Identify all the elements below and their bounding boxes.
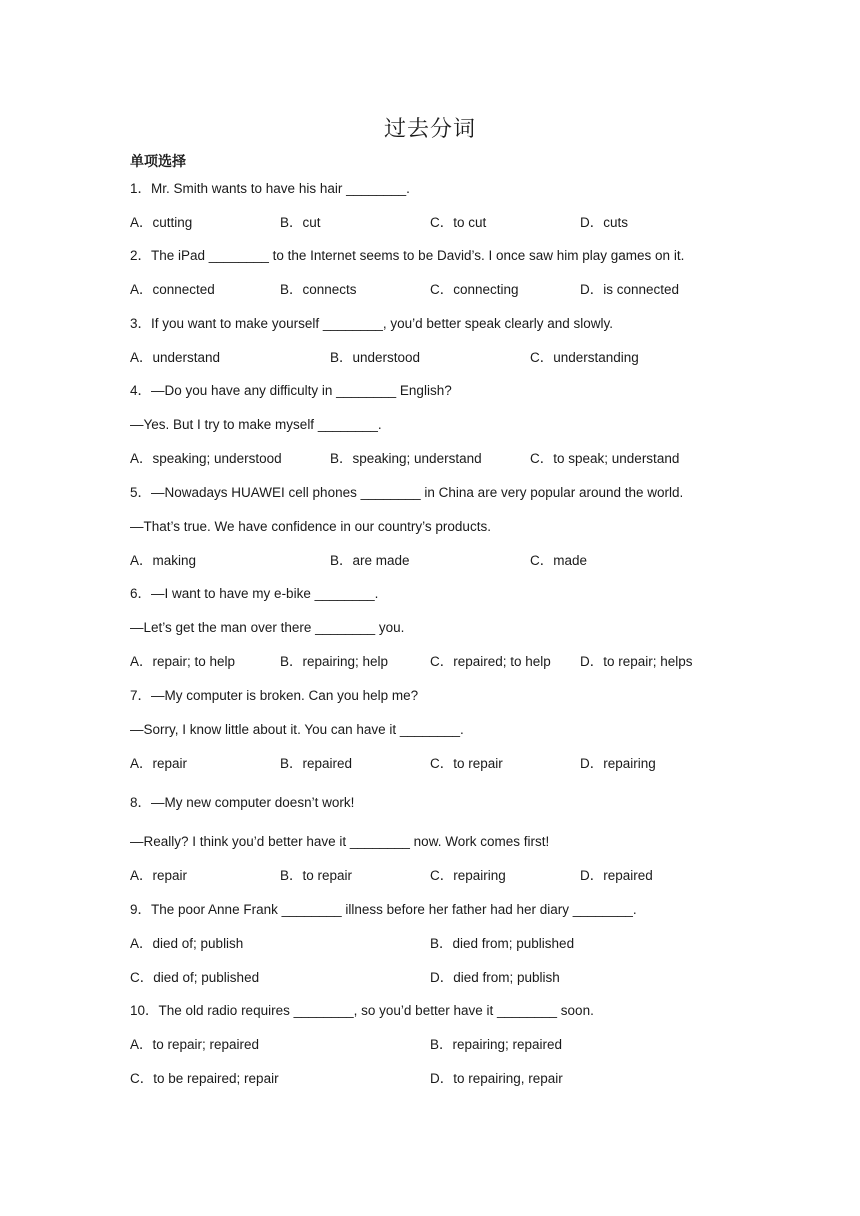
q3-option-c: C．understanding: [530, 350, 639, 365]
q7-option-d: D．repairing: [580, 756, 656, 771]
q9-option-b: B．died from; published: [430, 936, 575, 951]
q6-option-a: A．repair; to help: [130, 654, 236, 669]
question-4: 4．—Do you have any difficulty in ________ English?: [130, 383, 452, 398]
question-8-reply: —Really? I think you’d better have it ________ now. Work comes first!: [130, 834, 550, 849]
q2-option-d: D．is connected: [580, 282, 680, 297]
q10-option-c: C．to be repaired; repair: [130, 1071, 279, 1086]
q6-option-b: B．repairing; help: [280, 654, 389, 669]
q7-option-b: B．repaired: [280, 756, 353, 771]
q6-option-c: C．repaired; to help: [430, 654, 551, 669]
q2-option-a: A．connected: [130, 282, 215, 297]
q9-option-a: A．died of; publish: [130, 936, 244, 951]
q7-option-a: A．repair: [130, 756, 188, 771]
question-5-reply: —That’s true. We have confidence in our country’s products.: [130, 519, 491, 534]
q4-option-b: B．speaking; understand: [330, 451, 482, 466]
section-heading: 单项选择: [130, 153, 186, 169]
q8-option-c: C．repairing: [430, 868, 506, 883]
q8-option-a: A．repair: [130, 868, 188, 883]
question-2: 2．The iPad ________ to the Internet seems to be David’s. I once saw him play games on it.: [130, 248, 685, 263]
q7-option-c: C．to repair: [430, 756, 503, 771]
q4-option-a: A．speaking; understood: [130, 451, 282, 466]
question-4-reply: —Yes. But I try to make myself ________.: [130, 417, 382, 432]
q5-option-a: A．making: [130, 553, 197, 568]
question-3: 3．If you want to make yourself ________, you’d better speak clearly and slowly.: [130, 316, 614, 331]
q10-option-b: B．repairing; repaired: [430, 1037, 563, 1052]
page-title: 过去分词: [383, 117, 476, 142]
q2-option-c: C．connecting: [430, 282, 519, 297]
question-10: 10．The old radio requires ________, so you’d better have it ________ soon.: [130, 1003, 594, 1018]
question-8: 8．—My new computer doesn’t work!: [130, 795, 355, 810]
question-9: 9．The poor Anne Frank ________ illness before her father had her diary ________.: [130, 902, 637, 917]
q8-option-b: B．to repair: [280, 868, 353, 883]
q2-option-b: B．connects: [280, 282, 357, 297]
q10-option-a: A．to repair; repaired: [130, 1037, 260, 1052]
question-1: 1．Mr. Smith wants to have his hair ________.: [130, 181, 410, 196]
q1-option-a: A．cutting: [130, 215, 193, 230]
q9-option-d: D．died from; publish: [430, 970, 560, 985]
q9-option-c: C．died of; published: [130, 970, 260, 985]
question-7: 7．—My computer is broken. Can you help me?: [130, 688, 419, 703]
question-6-reply: —Let’s get the man over there ________ you.: [130, 620, 405, 635]
q4-option-c: C．to speak; understand: [530, 451, 680, 466]
q1-option-d: D．cuts: [580, 215, 629, 230]
q1-option-c: C．to cut: [430, 215, 487, 230]
q3-option-b: B．understood: [330, 350, 421, 365]
question-7-reply: —Sorry, I know little about it. You can have it ________.: [130, 722, 464, 737]
q6-option-d: D．to repair; helps: [580, 654, 693, 669]
q3-option-a: A．understand: [130, 350, 221, 365]
question-6: 6．—I want to have my e-bike ________.: [130, 586, 379, 601]
q5-option-b: B．are made: [330, 553, 410, 568]
q10-option-d: D．to repairing, repair: [430, 1071, 563, 1086]
question-5: 5．—Nowadays HUAWEI cell phones ________ in China are very popular around the world.: [130, 485, 684, 500]
q8-option-d: D．repaired: [580, 868, 653, 883]
q1-option-b: B．cut: [280, 215, 321, 230]
q5-option-c: C．made: [530, 553, 588, 568]
